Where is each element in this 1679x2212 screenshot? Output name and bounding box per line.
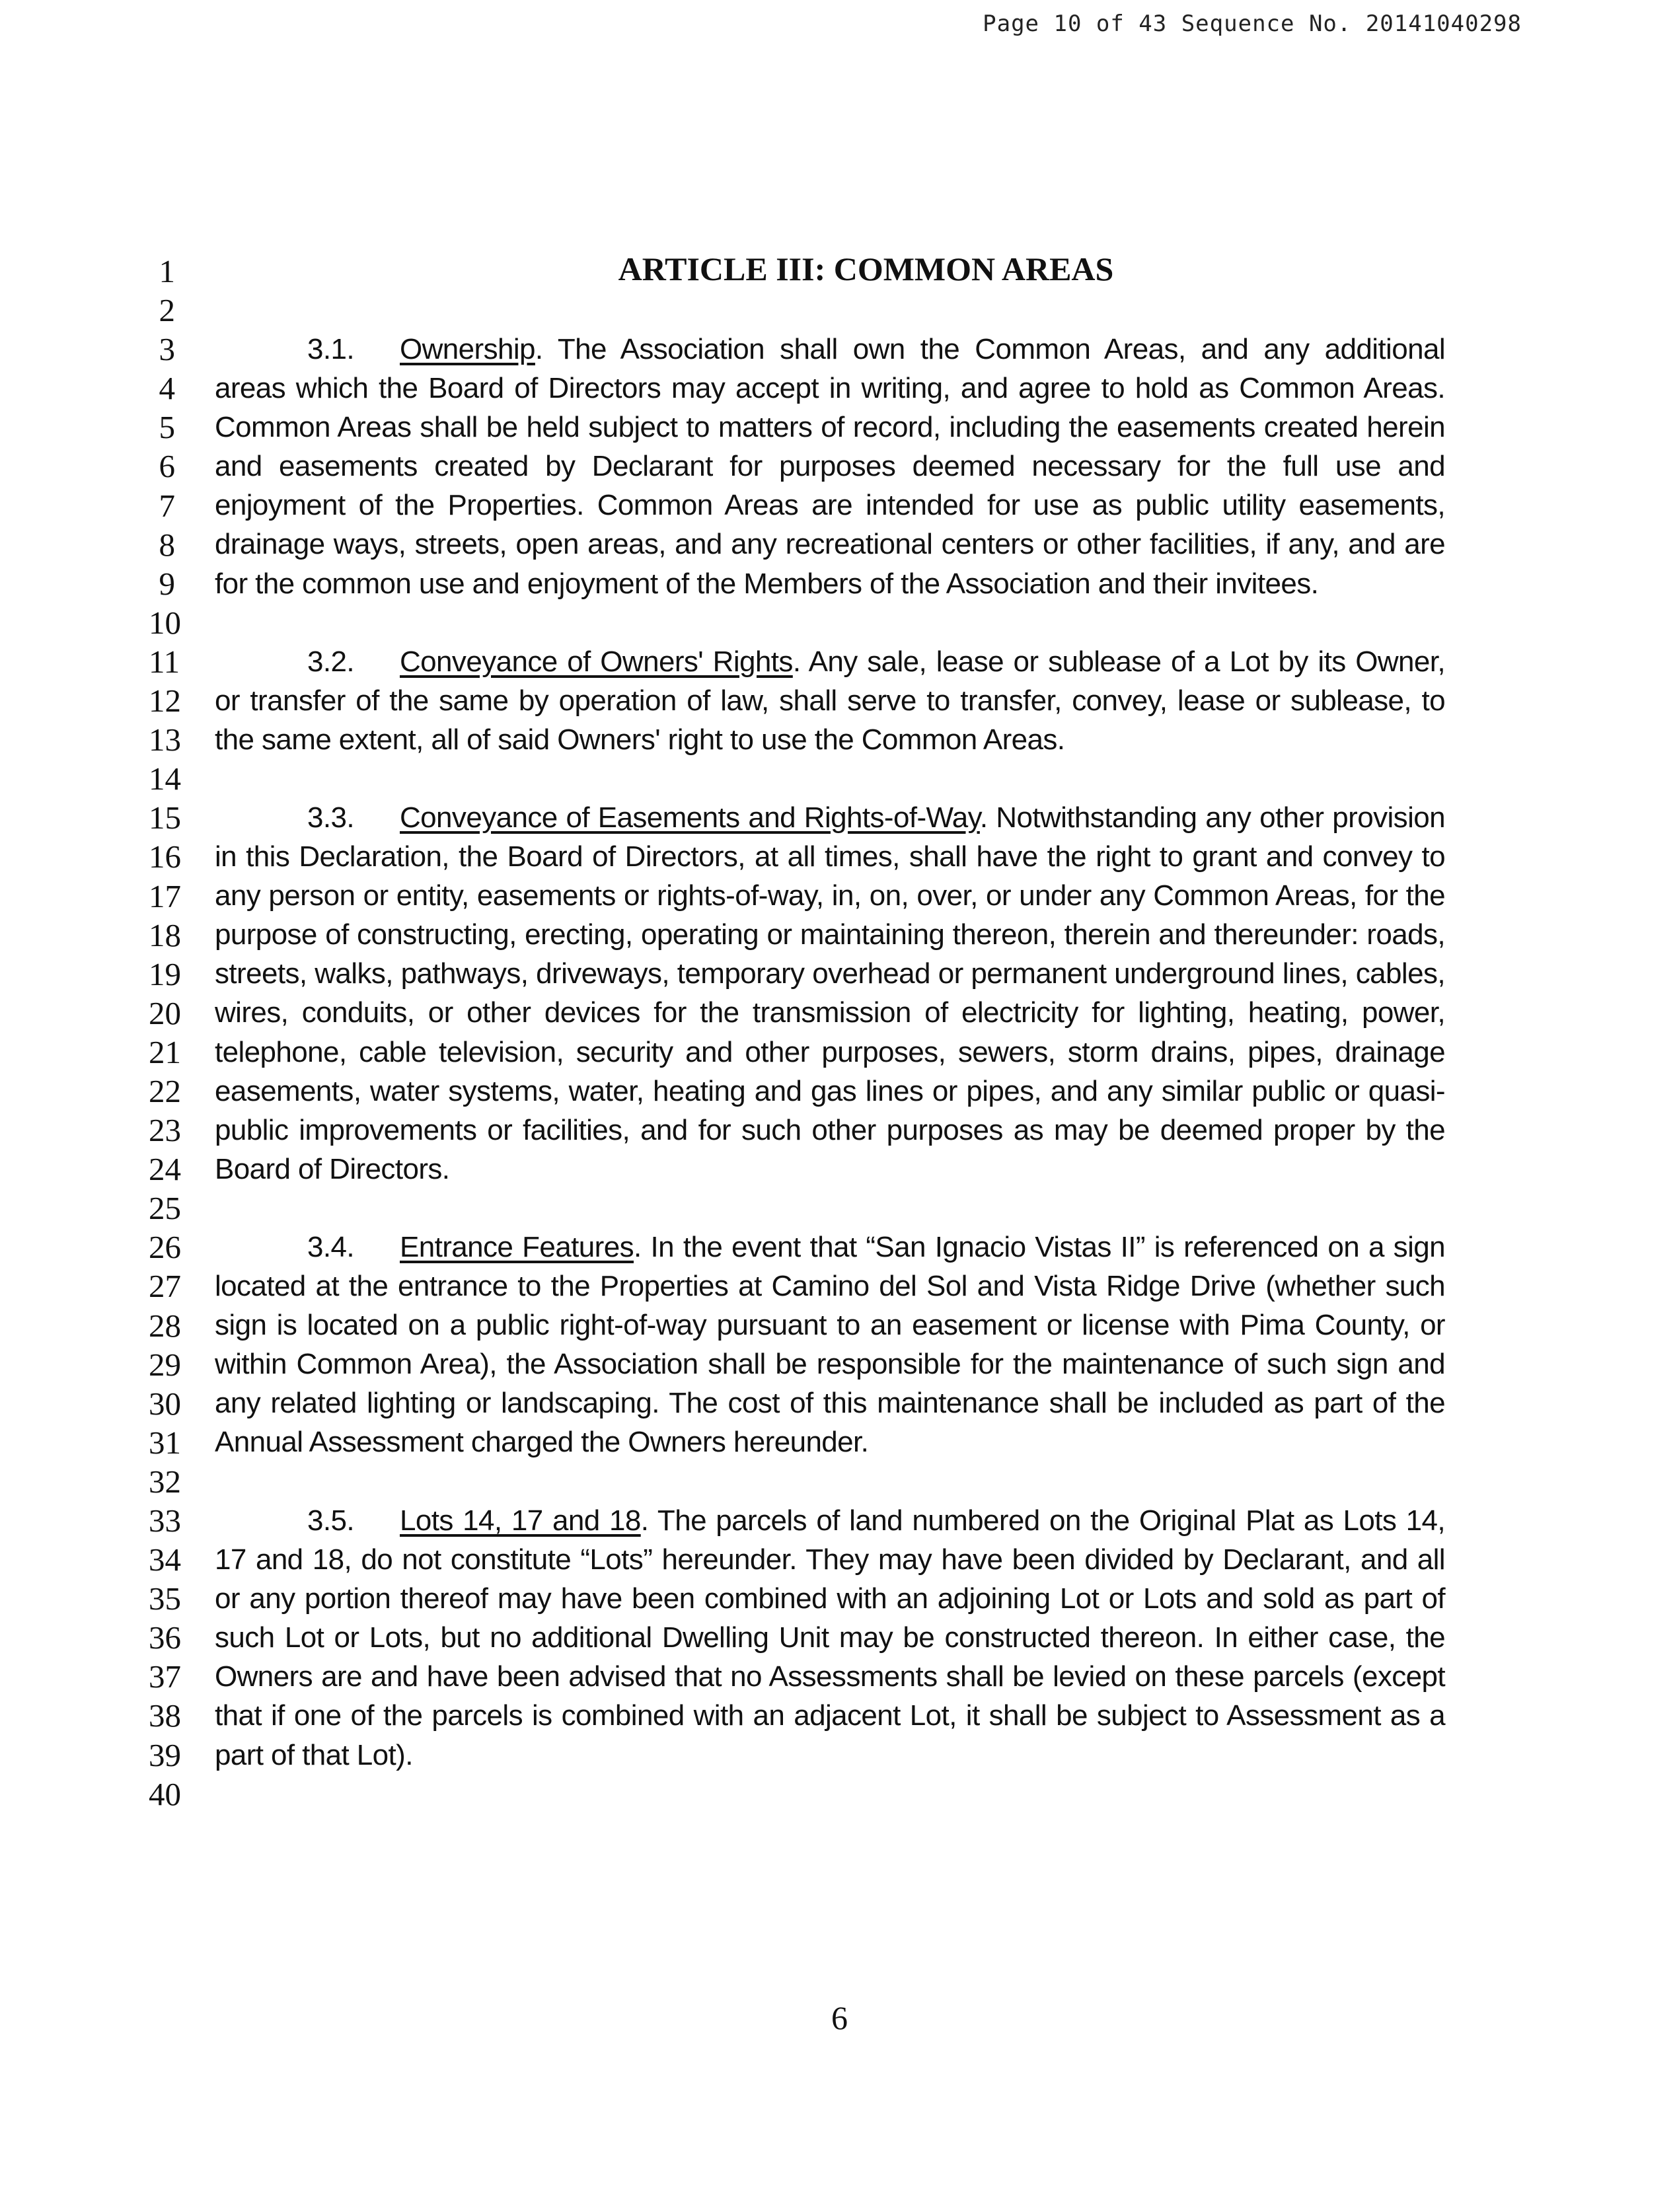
line-number: 33 [149,1502,181,1539]
section-3-5 [215,1501,1445,1775]
section-3-2 [215,642,1445,759]
line-number: 29 [149,1346,181,1383]
line-number: 21 [149,1033,181,1070]
line-number: 16 [149,838,181,875]
line-number: 6 [159,448,175,485]
line-number: 3 [159,331,175,368]
line-numbers [149,252,181,1814]
section-number: 3.2. [307,645,354,678]
line-number: 36 [149,1619,181,1656]
section-heading: Ownership [400,333,535,365]
section-number: 3.4. [307,1231,354,1263]
section-body: . The Association shall own the Common Areas, and any additional areas which the Board of Directors may accept in writing, and agree to hold as Common Areas. Common Areas shall be held subject to matters of record, including the easements created herein and easements created by Declarant for purposes deemed necessary for the full use and enjoyment of the Properties. Common Areas are intended for use as public utility easements, drainage ways, streets, open areas, and any recreational centers or other facilities, if any, and are for the common use and enjoyment of the Members of the Association and their invitees. [215,333,1445,600]
line-number: 32 [149,1463,181,1500]
line-number: 37 [149,1658,181,1695]
line-number: 17 [149,877,181,914]
document-header: Page 10 of 43 Sequence No. 20141040298 [983,11,1522,37]
article-title: ARTICLE III: COMMON AREAS [618,250,1114,287]
section-body: . Any sale, lease or sublease of a Lot by its Owner, or transfer of the same by operation of law, shall serve to transfer, convey, lease or sublease, to the same extent, all of said Owners' right to use the Common Areas. [215,645,1445,756]
line-number: 26 [149,1229,181,1266]
line-number: 1 [159,253,175,289]
line-number: 24 [149,1151,181,1188]
line-number: 5 [159,409,175,446]
section-body: . Notwithstanding any other provision in this Declaration, the Board of Directors, at all times, shall have the right to grant and convey to any person or entity, easements or rights-of-way, in, on, over, or under any Common Areas, for the purpose of constructing, erecting, operating or maintaining thereon, therein and thereunder: roads, streets, walks, pathways, driveways, temporary overhead or permanent underground lines, cables, wires, conduits, or other devices for the transmission of electricity for lighting, heating, power, telephone, cable television, security and other purposes, sewers, storm drains, pipes, drainage easements, water systems, water, heating and gas lines or pipes, and any similar public or quasi-public improvements or facilities, and for such other purposes as may be deemed proper by the Board of Directors. [215,801,1445,1185]
line-number: 28 [149,1307,181,1344]
section-number: 3.5. [307,1504,354,1537]
line-number: 10 [149,604,181,641]
line-number: 7 [159,487,175,524]
line-number: 22 [149,1072,181,1109]
line-number: 18 [149,916,181,953]
page-number: 6 [831,1999,848,2036]
line-number: 15 [149,799,181,836]
line-number: 8 [159,526,175,563]
section-heading: Lots 14, 17 and 18 [400,1504,641,1537]
section-number: 3.1. [307,333,354,365]
line-number: 14 [149,760,181,797]
section-number: 3.3. [307,801,354,834]
line-number: 12 [149,682,181,719]
line-number: 38 [149,1697,181,1734]
line-number: 4 [159,370,175,407]
line-number: 19 [149,955,181,992]
line-number: 31 [149,1424,181,1461]
section-heading: Conveyance of Owners' Rights [400,645,793,678]
section-3-1 [215,330,1445,603]
line-number: 20 [149,994,181,1031]
line-number: 35 [149,1580,181,1617]
section-heading: Conveyance of Easements and Rights-of-Way [400,801,980,834]
line-number: 30 [149,1385,181,1422]
section-heading: Entrance Features [400,1231,634,1263]
line-number: 39 [149,1736,181,1773]
line-number: 25 [149,1190,181,1227]
section-3-3 [215,798,1445,1189]
line-number: 9 [159,565,175,602]
line-number: 2 [159,292,175,329]
line-number: 11 [149,643,180,680]
section-body: . In the event that “San Ignacio Vistas II” is referenced on a sign located at the entrance to the Properties at Camino del Sol and Vista Ridge Drive (whether such sign is located on a public right-of-way pursuant to an easement or license with Pima County, or within Common Area), the Association shall be responsible for the maintenance of such sign and any related lighting or landscaping. The cost of this maintenance shall be included as part of the Annual Assessment charged the Owners hereunder. [215,1231,1445,1459]
line-number: 34 [149,1541,181,1578]
line-number: 23 [149,1112,181,1149]
section-3-4 [215,1228,1445,1462]
line-number: 40 [149,1775,181,1812]
section-body: . The parcels of land numbered on the Original Plat as Lots 14, 17 and 18, do not constitute “Lots” hereunder. They may have been divided by Declarant, and all or any portion thereof may have been combined with an adjoining Lot or Lots and sold as part of such Lot or Lots, but no additional Dwelling Unit may be constructed thereon. In either case, the Owners are and have been advised that no Assessments shall be levied on these parcels (except that if one of the parcels is combined with an adjacent Lot, it shall be subject to Assessment as a part of that Lot). [215,1504,1445,1771]
line-number: 13 [149,721,181,758]
line-number: 27 [149,1268,181,1305]
